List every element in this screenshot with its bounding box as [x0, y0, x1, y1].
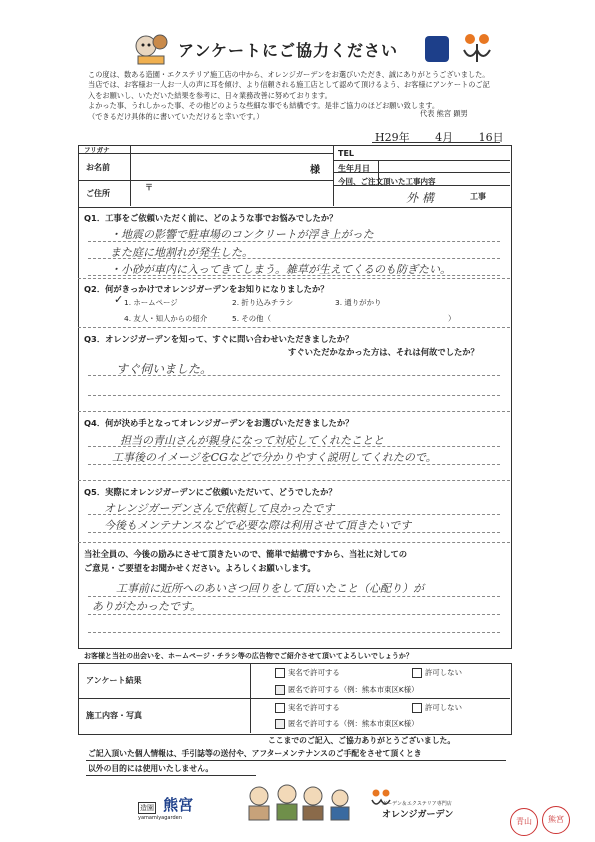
- section-divider: [78, 278, 510, 279]
- q1-answer: また庭に地割れが発生した。: [110, 246, 253, 259]
- q1-answer: ・小砂が車内に入ってきてしまう。雑草が生えてくるのも防ぎたい。: [110, 263, 451, 276]
- checkbox[interactable]: [275, 668, 285, 678]
- footer-logo-kumamiya: [138, 794, 193, 821]
- privacy-notice: ご記入頂いた個人情報は、手引誌等の送付や、アフターメンテナンスのご手配をさせて頂くとき: [88, 749, 422, 758]
- q6-answer: 工事前に近所へのあいさつ回りをして頂いたこと（心配り）が: [116, 582, 424, 595]
- sama-label: 様: [310, 165, 320, 176]
- checkbox[interactable]: [412, 703, 422, 713]
- q2-option[interactable]: 3. 通りがかり: [335, 298, 382, 307]
- section-divider: [78, 411, 510, 412]
- tel-label: TEL: [338, 149, 355, 158]
- footer-logo-orange: [382, 800, 453, 820]
- date-underline: [372, 142, 500, 143]
- section-divider: [78, 542, 510, 543]
- q1-label: Q1．工事をご依頼いただく前に、どのような事でお悩みでしたか？: [84, 213, 338, 223]
- answer-line: [88, 446, 500, 447]
- option-label: 許可しない: [425, 668, 462, 677]
- q2-option[interactable]: 4. 友人・知人からの紹介: [124, 314, 208, 323]
- q3-sub-label: すぐいただかなかった方は、それは何故でしたか？: [288, 347, 479, 357]
- q5-answer: 今後もメンテナンスなどで必要な際は利用させて頂きたいです: [104, 519, 412, 532]
- answer-line: [88, 532, 500, 533]
- q6-label: 当社全員の、今後の励みにさせて頂きたいので、簡単で結構ですから、当社に対しての: [84, 549, 408, 559]
- q3-label: Q3．オレンジガーデンを知って、すぐに問い合わせいただきましたか？: [84, 334, 354, 344]
- brand1-sub: yamamiyagarden: [138, 815, 182, 821]
- header-logo-orange: [460, 30, 496, 66]
- option-label: 実名で許可する: [288, 703, 340, 712]
- table-line: [130, 145, 131, 206]
- table-line: [78, 180, 333, 181]
- consent-question: お客様と当社の出会いを、ホームページ・チラシ等の広告物でご紹介させて頂いてよろしいでしょうか？: [84, 652, 413, 660]
- brand2-name: オレンジガーデン: [382, 810, 454, 820]
- answer-line: [88, 375, 500, 376]
- q5-answer: オレンジガーデンさんで依頼して良かったです: [104, 502, 335, 515]
- option-label: 許可しない: [425, 703, 462, 712]
- consent-option[interactable]: [275, 667, 340, 678]
- intro-line: この度は、数ある造園・エクステリア施工店の中から、オレンジガーデンをお選びいただき、誠にありがとうございました。: [88, 70, 490, 79]
- intro-line: 入をお願いし、いただいた結果を参考に、日々業務改善に努めております。: [88, 90, 332, 100]
- answer-line: [88, 514, 500, 515]
- notice-underline: [86, 775, 256, 776]
- furigana-label: フリガナ: [84, 146, 110, 154]
- header-logo-kumamiya: [425, 36, 449, 62]
- check-mark-icon: ✓: [114, 293, 124, 306]
- work-label: 今回、ご注文頂いた工事内容: [338, 177, 436, 186]
- q2-option[interactable]: 5. その他（: [232, 314, 271, 323]
- consent-option[interactable]: [412, 702, 462, 713]
- q4-label: Q4．何が決め手となってオレンジガーデンをお選びいただきましたか？: [84, 418, 354, 428]
- work-value: 外 構: [406, 191, 434, 205]
- q1-answer: ・地震の影響で駐車場のコンクリートが浮き上がった: [110, 228, 374, 241]
- table-line: [78, 153, 333, 154]
- option-label: 匿名で許可する（例：熊本市東区K様）: [288, 719, 419, 728]
- intro-line: （できるだけ具体的に書いていただけると幸いです。）: [88, 111, 264, 121]
- q6-label: ご意見・ご要望をお聞かせください。よろしくお願いします。: [84, 563, 316, 573]
- consent-option[interactable]: [412, 667, 462, 678]
- q2-label: Q2．何がきっかけでオレンジガーデンをお知りになりましたか？: [84, 284, 329, 294]
- checkbox-checked[interactable]: [275, 719, 285, 729]
- answer-line: [88, 596, 500, 597]
- brand1-small: 造園: [140, 804, 154, 812]
- answer-line: [88, 464, 500, 465]
- approval-stamp-aoyama: [510, 808, 538, 836]
- intro-line: よかった事、うれしかった事、その他どのような些細な事でも結構です。是非ご協力のほどお願い致します。: [88, 101, 440, 111]
- stamp-text: 青山: [516, 817, 532, 826]
- section-divider: [78, 480, 510, 481]
- answer-line: [88, 614, 500, 615]
- stamp-text: 熊宮: [548, 815, 564, 824]
- consent-row-label: 施工内容・写真: [86, 711, 142, 720]
- footer-illustration: [245, 782, 355, 822]
- consent-option[interactable]: [275, 684, 419, 695]
- brand1-name: 熊宮: [163, 796, 194, 814]
- date-day: 16日: [478, 131, 504, 144]
- q2-option[interactable]: 2. 折り込みチラシ: [232, 298, 294, 307]
- privacy-notice: 以外の目的には使用いたしません。: [88, 764, 214, 773]
- table-line: [78, 698, 510, 699]
- answer-line: [88, 632, 500, 633]
- consent-row-label: アンケート結果: [86, 676, 142, 685]
- address-label: ご住所: [86, 189, 110, 198]
- approval-stamp-kumamiya: [542, 806, 570, 834]
- q6-answer: ありがたかったです。: [92, 600, 202, 613]
- notice-underline: [86, 760, 506, 761]
- date-month: 4月: [435, 131, 454, 144]
- thanks-message: ここまでのご記入、ご協力ありがとうございました。: [268, 736, 456, 745]
- answer-line: [88, 395, 500, 396]
- name-label: お名前: [86, 163, 110, 172]
- q5-label: Q5．実際にオレンジガーデンにご依頼いただいて、どうでしたか？: [84, 487, 337, 497]
- page-title: アンケートにご協力ください: [178, 41, 399, 60]
- option-label: 匿名で許可する（例：熊本市東区K様）: [288, 685, 419, 694]
- q2-option[interactable]: 1. ホームページ: [124, 298, 178, 307]
- checkbox[interactable]: [412, 668, 422, 678]
- customer-table: [78, 145, 512, 208]
- table-line: [333, 145, 334, 206]
- q2-option-close: ）: [448, 314, 456, 323]
- birthday-label: 生年月日: [338, 164, 370, 173]
- q4-answer: 工事後のイメージをCGなどで分かりやすく説明してくれたので。: [112, 451, 437, 464]
- q3-answer: すぐ伺いました。: [116, 362, 213, 376]
- header-mascot: [132, 30, 172, 66]
- table-line: [250, 663, 251, 733]
- option-label: 実名で許可する: [288, 668, 340, 677]
- consent-option[interactable]: [275, 702, 340, 713]
- postal-label: 〒: [145, 183, 153, 192]
- intro-line: 当店では、お客様お一人お一人の声に耳を傾け、より信頼される施工店として認めて頂けるよう、お客様にアンケートのご記: [88, 80, 490, 90]
- consent-option[interactable]: [275, 718, 419, 729]
- checkbox-checked[interactable]: [275, 685, 285, 695]
- table-line: [333, 160, 510, 161]
- signature: 代表 熊宮 顕男: [420, 109, 468, 118]
- section-divider: [78, 327, 510, 328]
- q4-answer: 担当の青山さんが親身になって対応してくれたことと: [120, 434, 384, 447]
- brand2-small: ガーデン＆エクステリア専門店: [382, 801, 452, 807]
- work-suffix: 工事: [470, 192, 486, 201]
- checkbox[interactable]: [275, 703, 285, 713]
- date-era: H29年: [375, 131, 410, 144]
